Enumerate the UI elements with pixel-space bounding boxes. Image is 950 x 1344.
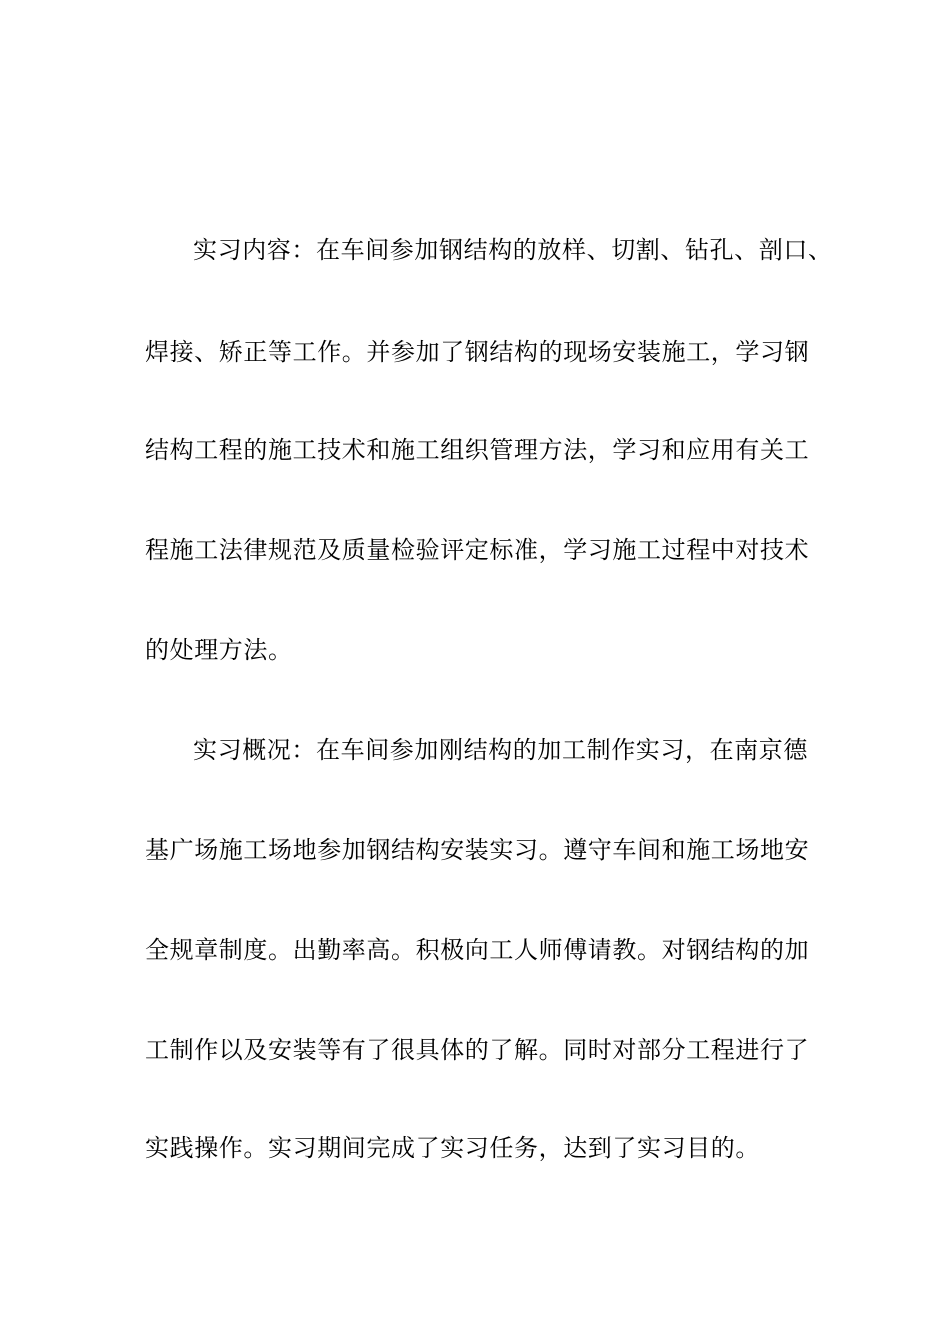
paragraph-1-line-5: 的处理方法。 [145, 636, 293, 664]
paragraph-2-line-2: 基广场施工场地参加钢结构安装实习。遵守车间和施工场地安 [145, 836, 810, 864]
paragraph-2-line-3: 全规章制度。出勤率高。积极向工人师傅请教。对钢结构的加 [145, 936, 810, 964]
paragraph-1-line-4: 程施工法律规范及质量检验评定标准，学习施工过程中对技术 [145, 536, 810, 564]
paragraph-2-line-5: 实践操作。实习期间完成了实习任务，达到了实习目的。 [145, 1134, 760, 1162]
paragraph-1-line-3: 结构工程的施工技术和施工组织管理方法，学习和应用有关工 [145, 436, 810, 464]
paragraph-2-line-4: 工制作以及安装等有了很具体的了解。同时对部分工程进行了 [145, 1036, 810, 1064]
paragraph-2-line-1: 实习概况：在车间参加刚结构的加工制作实习，在南京德 [193, 736, 808, 764]
paragraph-1-line-1: 实习内容：在车间参加钢结构的放样、切割、钻孔、剖口、 [193, 236, 833, 264]
paragraph-1-line-2: 焊接、矫正等工作。并参加了钢结构的现场安装施工，学习钢 [145, 338, 810, 366]
